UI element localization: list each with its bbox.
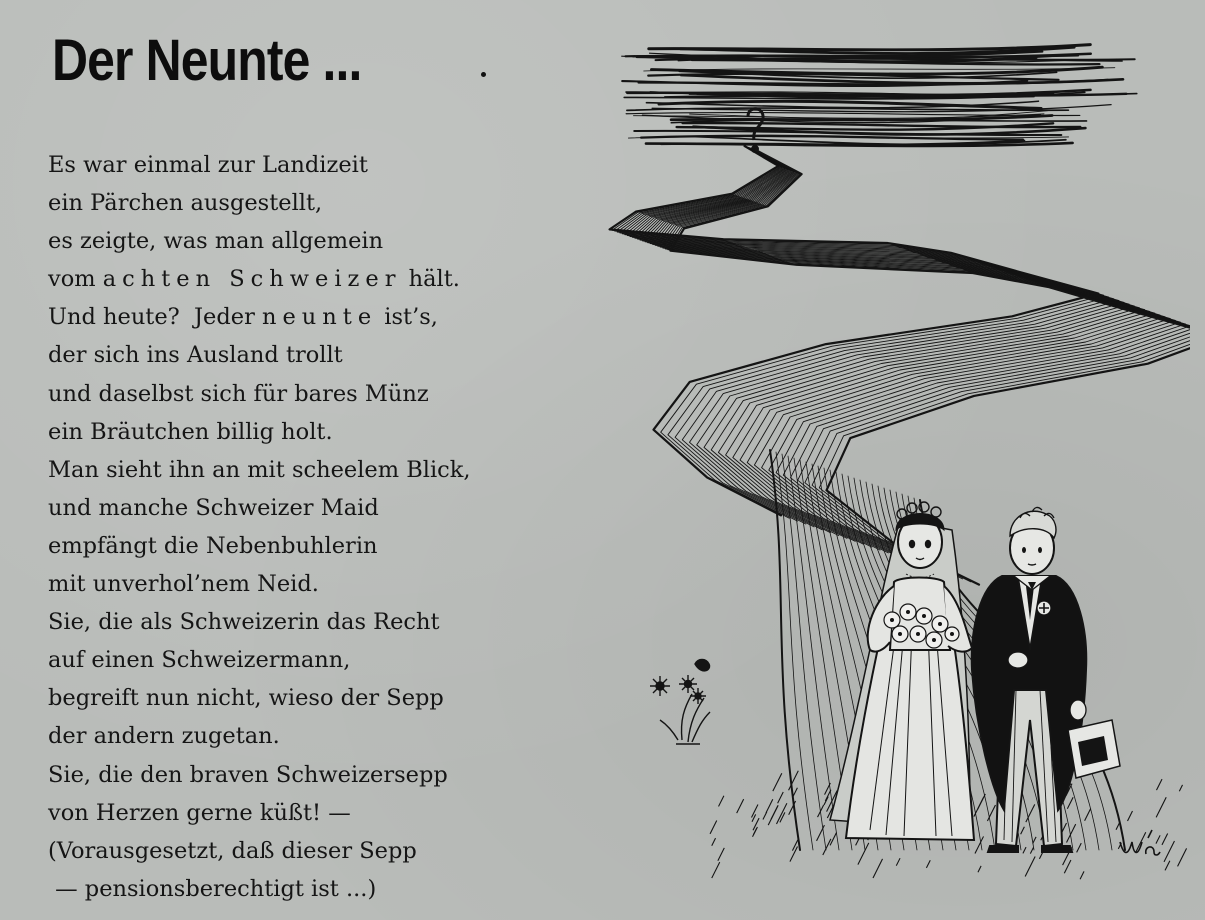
poem-text: Es war einmal zur Landizeit bbox=[48, 152, 368, 178]
poem-text: es zeigte, was man allgemein bbox=[48, 228, 384, 255]
poem-line bbox=[48, 794, 471, 832]
poem-line bbox=[48, 756, 471, 794]
poem-line bbox=[48, 146, 471, 184]
bride-figure bbox=[830, 502, 974, 840]
poem-text: Sie, die den braven Schweizersepp bbox=[48, 761, 448, 788]
poem-text: Sie, die als Schweizerin das Recht bbox=[48, 609, 440, 636]
poem-text: Und heute? Jeder bbox=[48, 304, 262, 331]
small-flower-icon bbox=[650, 660, 710, 745]
smoke-cloud bbox=[622, 45, 1137, 146]
poem-line bbox=[48, 603, 471, 641]
poem-text: und manche Schweizer Maid bbox=[48, 494, 379, 521]
poem-line bbox=[48, 679, 471, 717]
poem bbox=[48, 146, 471, 908]
poem-text: Man sieht ihn an mit scheelem Blick, bbox=[48, 456, 471, 483]
poem-text: mit unverhol’nem Neid. bbox=[48, 571, 319, 598]
artist-signature bbox=[1120, 830, 1160, 855]
groom-figure bbox=[972, 507, 1120, 852]
poem-line bbox=[48, 717, 471, 755]
poem-line bbox=[48, 184, 471, 222]
poem-text: vom bbox=[48, 266, 103, 293]
poem-text: begreift nun nicht, wieso der Sepp bbox=[48, 685, 444, 712]
poem-text: und daselbst sich für bares Münz bbox=[48, 380, 429, 407]
poem-line bbox=[48, 451, 471, 489]
poem-text: ein Bräutchen billig holt. bbox=[48, 418, 333, 445]
poem-line bbox=[48, 489, 471, 527]
poem-line bbox=[48, 527, 471, 565]
poem-line bbox=[48, 832, 471, 870]
poem-text: der andern zugetan. bbox=[48, 723, 280, 750]
poem-line bbox=[48, 565, 471, 603]
poem-text: hält. bbox=[401, 266, 460, 293]
poem-line bbox=[48, 375, 471, 413]
poem-line bbox=[48, 413, 471, 451]
poem-line bbox=[48, 298, 471, 336]
spaced-emphasis: neunte bbox=[262, 304, 378, 331]
poem-line bbox=[48, 260, 471, 298]
poem-line bbox=[48, 641, 471, 679]
poem-line bbox=[48, 336, 471, 374]
poem-text: von Herzen gerne küßt! — bbox=[48, 799, 351, 826]
poem-text: — pensionsberechtigt ist ...) bbox=[48, 875, 377, 902]
poem-text: empfängt die Nebenbuhlerin bbox=[48, 532, 378, 559]
poem-text: der sich ins Ausland trollt bbox=[48, 342, 343, 369]
wedding-illustration bbox=[600, 30, 1190, 910]
poem-text: (Vorausgesetzt, daß dieser Sepp bbox=[48, 837, 417, 864]
poem-line bbox=[48, 870, 471, 908]
poem-text: ein Pärchen ausgestellt, bbox=[48, 190, 323, 217]
poem-text: auf einen Schweizermann, bbox=[48, 647, 351, 674]
poem-text: ist’s, bbox=[377, 304, 438, 331]
page-title: Der Neunte ... bbox=[52, 28, 362, 93]
spaced-emphasis: achten Schweizer bbox=[102, 266, 402, 293]
poem-line bbox=[48, 222, 471, 260]
title-dot bbox=[481, 72, 486, 77]
